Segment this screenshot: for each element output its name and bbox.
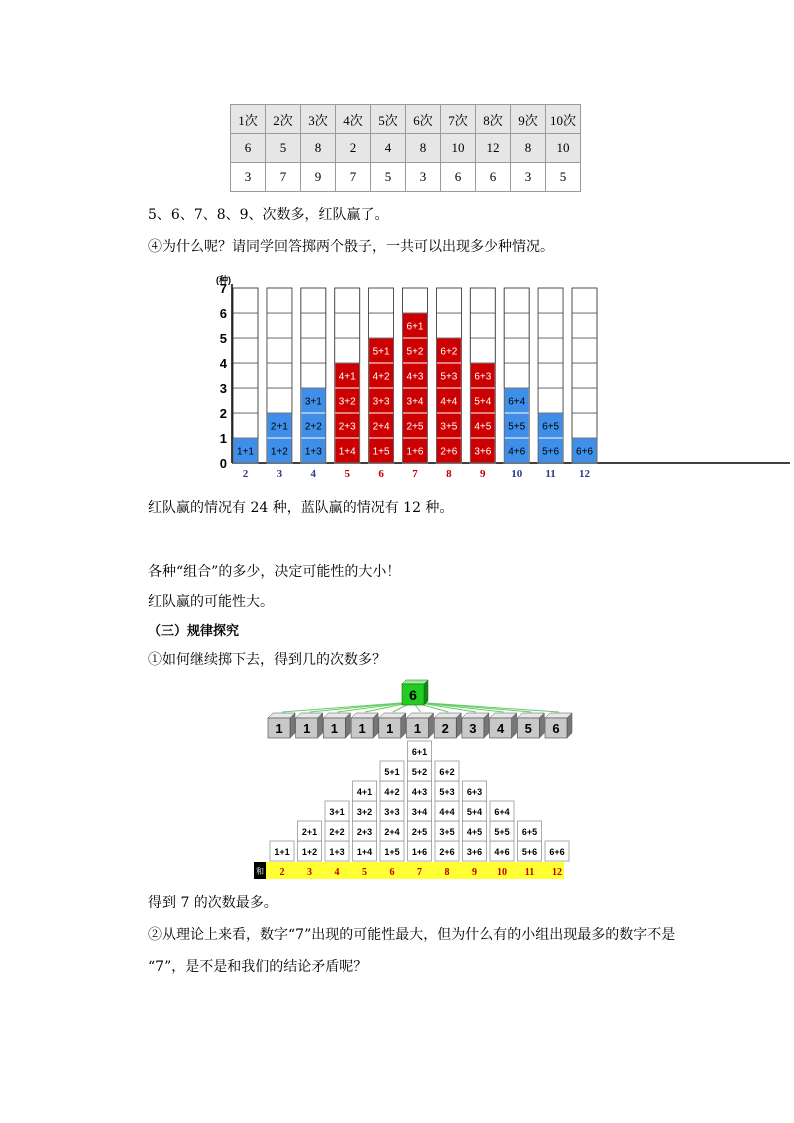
- die-number: 1: [413, 721, 422, 736]
- chart-bar-column: [335, 288, 360, 463]
- chart-xtick: 7: [412, 468, 418, 480]
- chart-empty-cell: [403, 288, 428, 313]
- table-cell: 6次: [406, 105, 441, 134]
- chart-cell-label: 1+6: [406, 446, 424, 458]
- pyramid-cell-label: 1+2: [301, 847, 318, 857]
- chart-bar-column: [233, 288, 258, 463]
- pyramid-cell-label: 1+5: [384, 847, 400, 857]
- die-number: 1: [275, 721, 283, 736]
- die-number: 5: [524, 721, 532, 736]
- table-cell: 3: [231, 163, 266, 192]
- chart-xtick: 9: [480, 468, 486, 480]
- chart-cell-label: 5+3: [440, 371, 458, 383]
- chart-cell-label: 5+1: [372, 346, 390, 358]
- chart-bar-column: [538, 288, 563, 463]
- pyramid-cell-label: 2+6: [439, 847, 455, 857]
- chart-empty-cell: [369, 313, 394, 338]
- chart-empty-cell: [233, 363, 258, 388]
- chart-empty-cell: [504, 288, 529, 313]
- table-cell: 3次: [301, 105, 336, 134]
- table-cell: 10: [546, 134, 581, 163]
- paragraph-combination: 各种“组合”的多少，决定可能性的大小！: [148, 564, 401, 580]
- chart-empty-cell: [538, 313, 563, 338]
- pyramid-cell-label: 4+4: [439, 807, 455, 817]
- pyramid-cell-label: 3+2: [356, 807, 373, 817]
- sum-pyramid-diagram: [252, 734, 572, 884]
- pyramid-cell-label: 4+2: [384, 787, 400, 797]
- die-number: 3: [469, 721, 477, 736]
- table-cell: 5: [371, 163, 406, 192]
- pyramid-cell-label: 1+3: [329, 847, 345, 857]
- table-cell: 6: [231, 134, 266, 163]
- chart-empty-cell: [233, 288, 258, 313]
- pyramid-cell-label: 5+4: [466, 807, 483, 817]
- chart-cell-label: 3+2: [338, 396, 356, 408]
- chart-cell-label: 3+3: [372, 396, 390, 408]
- pyramid-cell-label: 1+1: [274, 847, 290, 857]
- table-cell: 8: [406, 134, 441, 163]
- tree-branch: [310, 702, 413, 712]
- chart-ytick: 5: [219, 331, 227, 346]
- chart-bar-column: [267, 288, 292, 463]
- chart-empty-cell: [301, 288, 326, 313]
- chart-empty-cell: [233, 338, 258, 363]
- die-top-face: [402, 680, 428, 684]
- chart-empty-cell: [233, 313, 258, 338]
- chart-ytick: 3: [219, 381, 227, 396]
- trials-table: [230, 104, 581, 192]
- chart-ytick: 1: [219, 431, 227, 446]
- table-cell: 9: [301, 163, 336, 192]
- chart-cell-label: 4+4: [440, 396, 458, 408]
- table-row-red: [231, 134, 581, 163]
- pyramid-cell-label: 6+2: [439, 767, 455, 777]
- chart-cell-label: 5+2: [406, 346, 424, 358]
- pyramid-cell-label: 5+5: [494, 827, 510, 837]
- chart-empty-cell: [436, 313, 461, 338]
- chart-bar-column: [572, 288, 597, 463]
- chart-xtick: 5: [344, 468, 350, 480]
- pyramid-sum: 5: [362, 867, 367, 878]
- table-cell: 10: [441, 134, 476, 163]
- chart-cell-label: 6+1: [406, 321, 424, 333]
- chart-empty-cell: [538, 388, 563, 413]
- table-cell: 7次: [441, 105, 476, 134]
- chart-ytick: 4: [219, 356, 227, 371]
- chart-cell-label: 3+4: [406, 396, 424, 408]
- chart-empty-cell: [233, 413, 258, 438]
- table-row-blue: [231, 163, 581, 192]
- table-cell: 3: [406, 163, 441, 192]
- chart-cell-label: 4+6: [508, 446, 526, 458]
- chart-empty-cell: [267, 288, 292, 313]
- sum-frequency-chart: [200, 270, 794, 490]
- pyramid-cell-label: 6+4: [494, 807, 510, 817]
- chart-xtick: 3: [276, 468, 283, 480]
- die-number: 1: [358, 721, 366, 736]
- pyramid-cell-label: 2+3: [356, 827, 373, 837]
- die-number: 1: [303, 721, 311, 736]
- pyramid-cell-label: 1+6: [411, 847, 428, 857]
- pyramid-cell-label: 5+1: [384, 767, 400, 777]
- chart-cell-label: 5+5: [508, 421, 526, 433]
- table-cell: 4: [371, 134, 406, 163]
- chart-empty-cell: [538, 338, 563, 363]
- paragraph-result: 5、6、7、8、9、次数多，红队赢了。: [148, 207, 389, 223]
- table-cell: 8: [511, 134, 546, 163]
- chart-empty-cell: [369, 288, 394, 313]
- chart-empty-cell: [267, 313, 292, 338]
- chart-cell-label: 2+5: [406, 421, 424, 433]
- sum-label: 和: [256, 867, 264, 876]
- pyramid-sum: 9: [472, 867, 477, 878]
- chart-bar-column: [504, 288, 529, 463]
- chart-empty-cell: [470, 313, 495, 338]
- pyramid-cell-label: 2+2: [329, 827, 345, 837]
- chart-xtick: 4: [310, 468, 317, 480]
- chart-empty-cell: [504, 338, 529, 363]
- chart-empty-cell: [538, 288, 563, 313]
- chart-cell-label: 5+6: [542, 446, 560, 458]
- chart-bar-column: [301, 288, 326, 463]
- chart-xtick: 6: [378, 468, 384, 480]
- table-cell: 5: [546, 163, 581, 192]
- table-cell: 6: [441, 163, 476, 192]
- pyramid-sum: 11: [524, 867, 535, 878]
- die-side-face: [424, 680, 428, 705]
- die-number: 6: [552, 721, 560, 736]
- chart-bar-column: [470, 288, 495, 463]
- die-number: 2: [441, 721, 449, 736]
- chart-ytick: 7: [219, 281, 227, 296]
- die-number: 6: [409, 687, 417, 703]
- pyramid-cell-label: 6+6: [549, 847, 565, 857]
- chart-bar-column: [436, 288, 461, 463]
- table-cell: 6: [476, 163, 511, 192]
- chart-cell-label: 1+4: [338, 446, 356, 458]
- chart-empty-cell: [470, 338, 495, 363]
- table-cell: 5次: [371, 105, 406, 134]
- pyramid-cell-label: 4+6: [494, 847, 510, 857]
- chart-empty-cell: [301, 338, 326, 363]
- chart-empty-cell: [267, 363, 292, 388]
- table-cell: 2次: [266, 105, 301, 134]
- chart-cell-label: 4+2: [372, 371, 390, 383]
- die-number: 4: [496, 721, 505, 736]
- chart-empty-cell: [335, 313, 360, 338]
- chart-ytick: 2: [219, 406, 227, 421]
- paragraph-red-wins: 红队赢的可能性大。: [148, 594, 274, 610]
- chart-xtick: 11: [545, 468, 556, 480]
- pyramid-cell-label: 2+1: [301, 827, 318, 837]
- pyramid-sum: 4: [334, 867, 340, 878]
- pyramid-cell-label: 4+1: [356, 787, 373, 797]
- pyramid-cell-label: 5+3: [439, 787, 455, 797]
- chart-empty-cell: [572, 313, 597, 338]
- table-cell: 8次: [476, 105, 511, 134]
- pyramid-cell-label: 6+1: [411, 747, 428, 757]
- chart-cell-label: 1+2: [270, 446, 288, 458]
- chart-empty-cell: [572, 338, 597, 363]
- chart-empty-cell: [572, 413, 597, 438]
- chart-empty-cell: [301, 363, 326, 388]
- pyramid-sum: 2: [279, 867, 285, 878]
- pyramid-cell-label: 3+6: [466, 847, 483, 857]
- chart-empty-cell: [572, 288, 597, 313]
- chart-cell-label: 6+6: [576, 446, 593, 458]
- chart-empty-cell: [233, 388, 258, 413]
- paragraph-contradiction: “7”，是不是和我们的结论矛盾呢？: [148, 959, 368, 975]
- pyramid-cell-label: 3+5: [439, 827, 455, 837]
- table-cell: 4次: [336, 105, 371, 134]
- chart-ytick: 6: [219, 306, 227, 321]
- chart-cell-label: 5+4: [474, 396, 492, 408]
- pyramid-cell-label: 1+4: [356, 847, 373, 857]
- chart-xtick: 2: [242, 468, 249, 480]
- paragraph-most-seven: 得到 7 的次数最多。: [148, 895, 278, 911]
- table-cell: 12: [476, 134, 511, 163]
- pyramid-cell-label: 3+1: [329, 807, 345, 817]
- pyramid-sum: 7: [417, 867, 422, 878]
- paragraph-count: 红队赢的情况有 24 种，蓝队赢的情况有 12 种。: [148, 500, 454, 516]
- tree-top-die: [402, 680, 428, 705]
- table-cell: 7: [336, 163, 371, 192]
- chart-cell-label: 1+5: [372, 446, 390, 458]
- chart-empty-cell: [436, 288, 461, 313]
- table-cell: 1次: [231, 105, 266, 134]
- pyramid-cell-label: 4+5: [466, 827, 483, 837]
- pyramid-cell-label: 6+5: [521, 827, 538, 837]
- pyramid-cell-label: 5+2: [411, 767, 428, 777]
- chart-empty-cell: [335, 288, 360, 313]
- pyramid-cell-label: 3+3: [384, 807, 400, 817]
- chart-cell-label: 4+5: [474, 421, 492, 433]
- paragraph-theory: ②从理论上来看，数字“7”出现的可能性最大，但为什么有的小组出现最多的数字不是: [148, 927, 676, 943]
- chart-cell-label: 2+6: [440, 446, 458, 458]
- chart-empty-cell: [470, 288, 495, 313]
- table-header-row: [231, 105, 581, 134]
- pyramid-cell-label: 2+4: [384, 827, 400, 837]
- chart-ylabel: (种): [216, 275, 231, 285]
- pyramid-sum: 10: [497, 867, 507, 878]
- section-heading: （三）规律探究: [148, 624, 240, 639]
- chart-cell-label: 6+2: [440, 346, 458, 358]
- pyramid-cell-label: 4+3: [411, 787, 428, 797]
- chart-cell-label: 4+1: [338, 371, 356, 383]
- chart-cell-label: 2+4: [372, 421, 390, 433]
- chart-xtick: 8: [446, 468, 452, 480]
- chart-xtick: 12: [579, 468, 590, 480]
- chart-empty-cell: [572, 363, 597, 388]
- chart-empty-cell: [267, 388, 292, 413]
- chart-bar-column: [369, 288, 394, 463]
- chart-cell-label: 1+3: [304, 446, 322, 458]
- die-number: 1: [330, 721, 339, 736]
- pyramid-sum: 3: [307, 867, 312, 878]
- chart-cell-label: 6+4: [508, 396, 526, 408]
- chart-cell-label: 4+3: [406, 371, 424, 383]
- paragraph-question: ④为什么呢？请同学回答掷两个骰子，一共可以出现多少种情况。: [148, 239, 554, 255]
- chart-cell-label: 6+5: [542, 421, 560, 433]
- chart-empty-cell: [504, 313, 529, 338]
- chart-empty-cell: [267, 338, 292, 363]
- table-cell: 10次: [546, 105, 581, 134]
- pyramid-cell-label: 5+6: [521, 847, 538, 857]
- chart-cell-label: 1+1: [237, 446, 254, 458]
- chart-cell-label: 2+2: [304, 421, 322, 433]
- pyramid-cell-label: 3+4: [411, 807, 428, 817]
- chart-cell-label: 6+3: [474, 371, 492, 383]
- chart-empty-cell: [538, 363, 563, 388]
- chart-bar-column: [403, 288, 428, 463]
- table-cell: 8: [301, 134, 336, 163]
- pyramid-cell-label: 2+5: [411, 827, 428, 837]
- chart-empty-cell: [335, 338, 360, 363]
- chart-cell-label: 3+5: [440, 421, 458, 433]
- chart-empty-cell: [504, 363, 529, 388]
- table-cell: 2: [336, 134, 371, 163]
- pyramid-sum: 8: [444, 867, 450, 878]
- pyramid-sum: 12: [552, 867, 562, 878]
- chart-ytick: 0: [219, 456, 227, 471]
- pyramid-cell-label: 6+3: [466, 787, 483, 797]
- chart-cell-label: 2+3: [338, 421, 356, 433]
- chart-cell-label: 3+1: [304, 396, 322, 408]
- table-cell: 5: [266, 134, 301, 163]
- chart-empty-cell: [301, 313, 326, 338]
- table-cell: 7: [266, 163, 301, 192]
- chart-empty-cell: [572, 388, 597, 413]
- die-number: 1: [386, 721, 394, 736]
- pyramid-sum: 6: [389, 867, 395, 878]
- chart-cell-label: 3+6: [474, 446, 492, 458]
- table-cell: 9次: [511, 105, 546, 134]
- paragraph-continue: ①如何继续掷下去，得到几的次数多？: [148, 652, 386, 668]
- table-cell: 3: [511, 163, 546, 192]
- chart-xtick: 10: [511, 468, 523, 480]
- chart-cell-label: 2+1: [270, 421, 288, 433]
